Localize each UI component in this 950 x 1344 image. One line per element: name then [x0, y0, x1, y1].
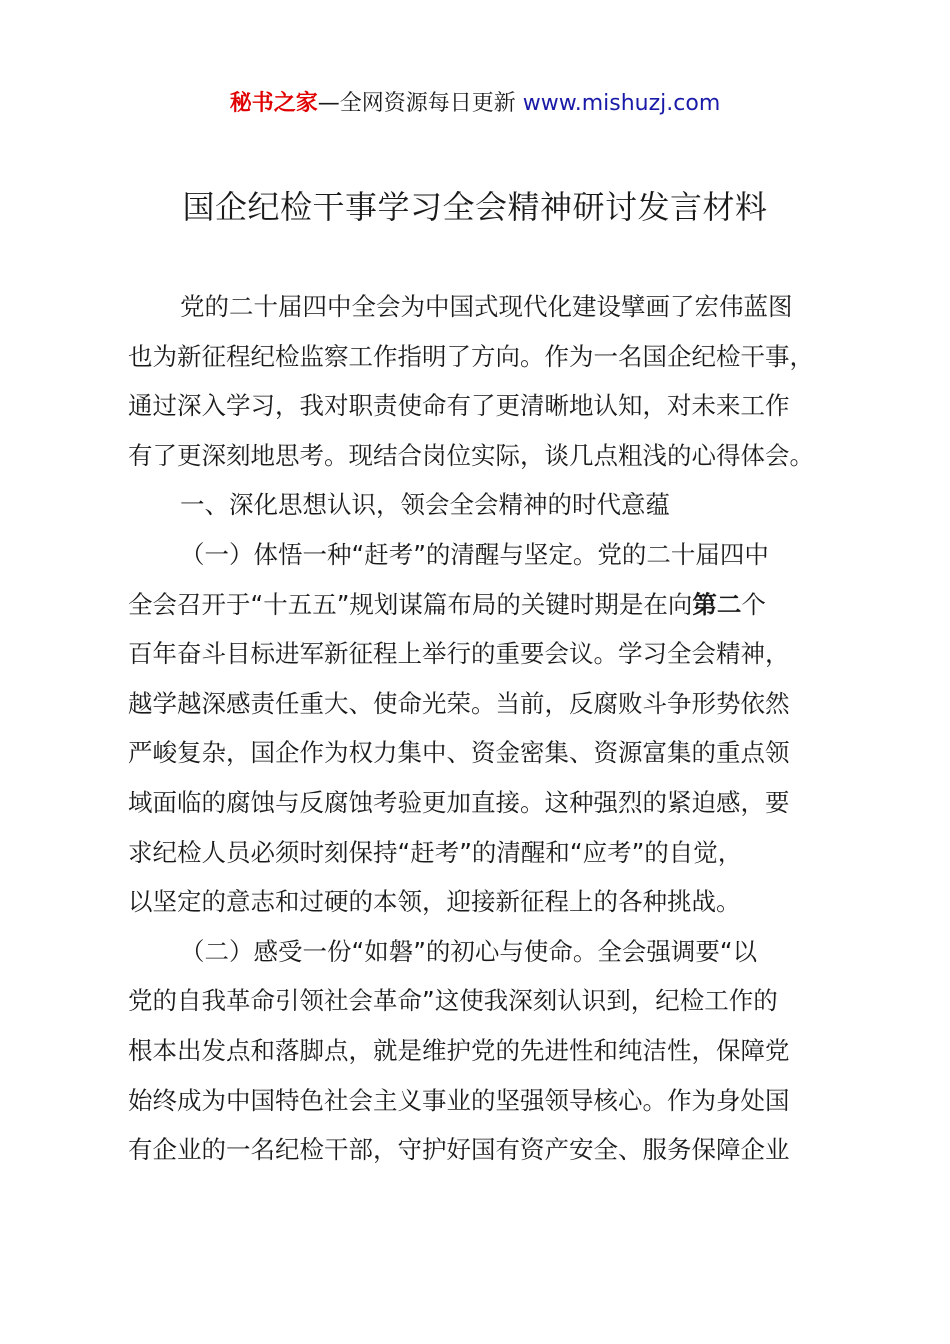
paragraph-text: 个 — [741, 589, 766, 619]
paragraph-line: 有了更深刻地思考。现结合岗位实际，谈几点粗浅的心得体会。 — [128, 440, 814, 470]
paragraph-line: 有企业的一名纪检干部，守护好国有资产安全、服务保障企业 — [128, 1135, 790, 1165]
bold-text: 第二 — [692, 589, 742, 619]
paragraph-text: 全会召开于“十五五”规划谋篇布局的关键时期是在向 — [128, 589, 693, 619]
paragraph-line: 通过深入学习，我对职责使命有了更清晰地认知，对未来工作 — [128, 391, 790, 421]
site-slogan: —全网资源每日更新 — [317, 91, 523, 116]
paragraph-line: 始终成为中国特色社会主义事业的坚强领导核心。作为身处国 — [128, 1085, 790, 1115]
site-header — [0, 88, 950, 120]
paragraph-line: 域面临的腐蚀与反腐蚀考验更加直接。这种强烈的紧迫感，要 — [128, 787, 790, 817]
paragraph-line: 百年奋斗目标进军新征程上举行的重要会议。学习全会精神， — [128, 639, 790, 669]
paragraph-line: 也为新征程纪检监察工作指明了方向。作为一名国企纪检干事， — [128, 341, 814, 371]
section-heading: 一、深化思想认识，领会全会精神的时代意蕴 — [180, 490, 670, 520]
paragraph-line: （一）体悟一种“赶考”的清醒与坚定。党的二十届四中 — [180, 539, 769, 569]
paragraph-line: 根本出发点和落脚点，就是维护党的先进性和纯洁性，保障党 — [128, 1035, 790, 1065]
site-brand: 秘书之家 — [229, 91, 318, 116]
paragraph-line: （二）感受一份“如磐”的初心与使命。全会强调要“以 — [180, 936, 758, 966]
site-url[interactable]: www.mishuzj.com — [522, 91, 721, 116]
paragraph-line: 越学越深感责任重大、使命光荣。当前，反腐败斗争形势依然 — [128, 688, 790, 718]
paragraph-line: 党的自我革命引领社会革命”这使我深刻认识到，纪检工作的 — [128, 986, 778, 1016]
paragraph-line: 以坚定的意志和过硬的本领，迎接新征程上的各种挑战。 — [128, 887, 741, 917]
paragraph-line: 求纪检人员必须时刻保持“赶考”的清醒和“应考”的自觉， — [128, 837, 743, 867]
paragraph-line — [128, 580, 834, 630]
paragraph-line: 严峻复杂，国企作为权力集中、资金密集、资源富集的重点领 — [128, 738, 790, 768]
document-body — [128, 282, 834, 1175]
paragraph-line: 党的二十届四中全会为中国式现代化建设擘画了宏伟蓝图 — [180, 292, 793, 321]
document-title: 国企纪检干事学习全会精神研讨发言材料 — [182, 188, 768, 226]
